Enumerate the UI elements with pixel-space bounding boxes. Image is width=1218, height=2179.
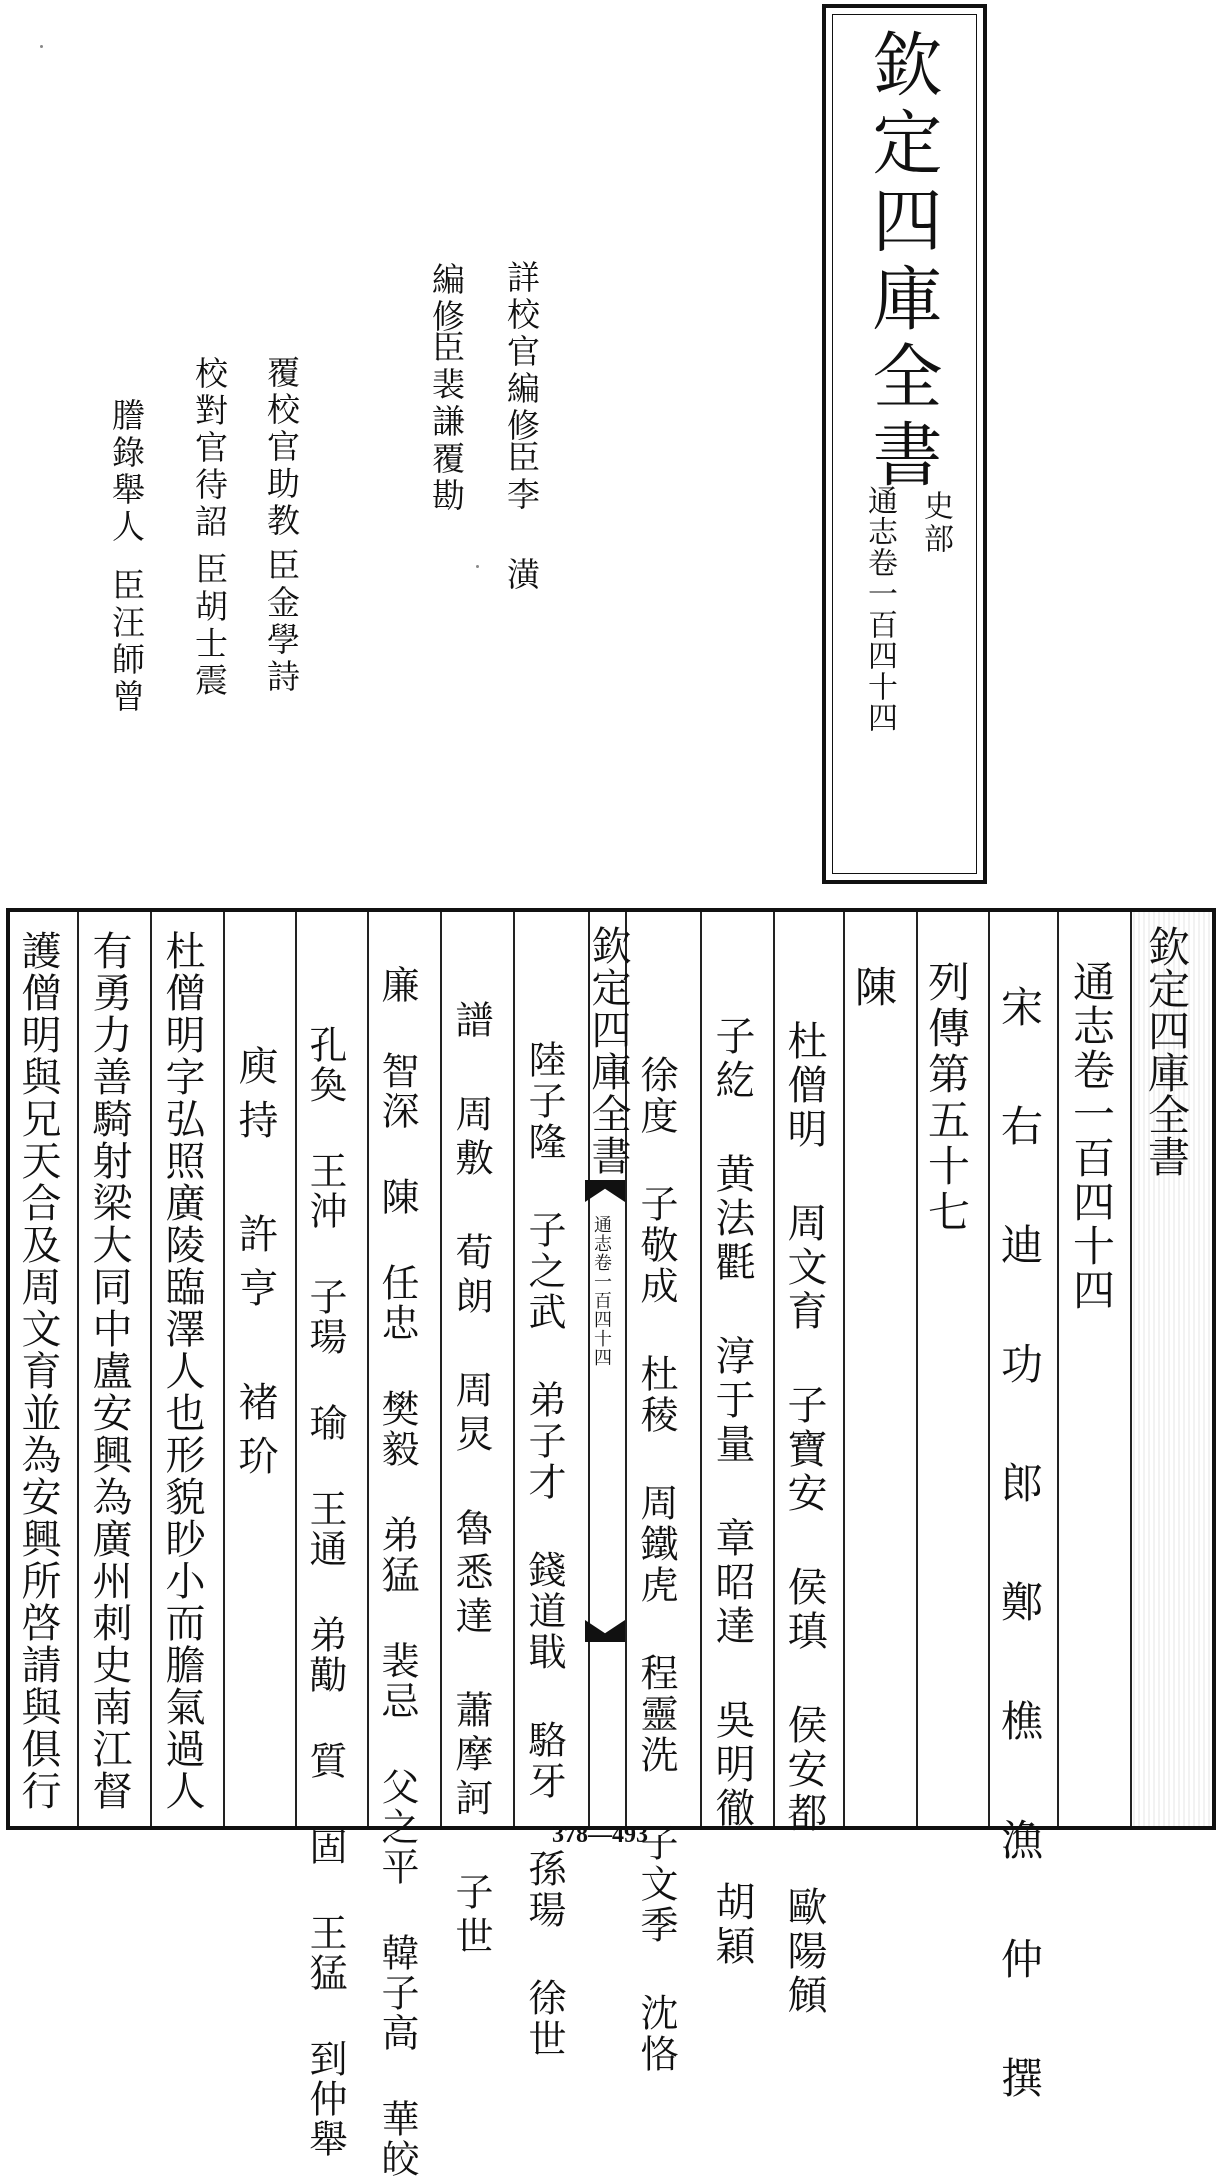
column-rule bbox=[988, 912, 990, 1826]
credit-role: 謄錄舉人 bbox=[107, 398, 146, 546]
column-rule bbox=[150, 912, 152, 1826]
page-number: 378—493 bbox=[552, 1822, 648, 1848]
chapter-heading: 列傳第五十七 bbox=[922, 960, 971, 1236]
dynasty-heading: 陳 bbox=[849, 965, 898, 1017]
biography-list: 子紇 黄法氍 淳于量 章昭達 吳明徹 胡穎 bbox=[709, 1015, 755, 1969]
column-rule bbox=[916, 912, 918, 1826]
credit-name: 臣汪師曾 bbox=[107, 568, 146, 716]
credit-name: 臣裴謙覆勘 bbox=[427, 330, 466, 515]
column-rule bbox=[295, 912, 297, 1826]
credit-name: 臣李 潢 bbox=[502, 440, 541, 594]
biography-list: 庾持 許亨 褚玠 bbox=[232, 1045, 278, 1489]
column-rule bbox=[513, 912, 515, 1826]
column-rule bbox=[77, 912, 79, 1826]
book-title: 欽定四庫全書 bbox=[861, 28, 943, 496]
column-rule bbox=[1130, 912, 1132, 1826]
body-text: 有勇力善騎射梁大同中盧安興為廣州刺史南江督 bbox=[86, 930, 132, 1812]
gutter-volume: 通志卷一百四十四 bbox=[591, 1215, 612, 1367]
column-rule bbox=[843, 912, 845, 1826]
gutter-title: 欽定四庫全書 bbox=[585, 925, 631, 1177]
column-rule bbox=[440, 912, 442, 1826]
credit-role: 編修 bbox=[427, 262, 466, 336]
biography-list: 譜 周敷 荀朗 周炅 魯悉達 蕭摩訶 子世 bbox=[449, 1000, 493, 1960]
credit-role: 校對官待詔 bbox=[190, 356, 229, 541]
paper-speck bbox=[476, 565, 479, 568]
volume-heading: 通志卷一百四十四 bbox=[1067, 960, 1116, 1312]
author-line: 宋 右 迪 功 郎 鄭 樵 漁 仲 撰 bbox=[995, 985, 1044, 2112]
credit-name: 臣胡士震 bbox=[190, 552, 229, 700]
biography-list: 孔奐 王沖 子瑒 瑜 王通 弟勱 質 固 王猛 到仲舉 bbox=[303, 1025, 347, 2159]
biography-list: 杜僧明 周文育 子寶安 侯瑱 侯安都 歐陽頠 bbox=[781, 1020, 827, 2018]
biography-list: 徐度 子敬成 杜稜 周鐵虎 程靈洗 子文季 沈恪 bbox=[634, 1055, 678, 2075]
page-header: 欽定四庫全書 bbox=[1142, 925, 1191, 1177]
credit-name: 臣金學詩 bbox=[262, 548, 301, 696]
credit-role: 覆校官助教 bbox=[262, 355, 301, 540]
body-text: 護僧明與兄天合及周文育並為安興所啓請與俱行 bbox=[15, 930, 61, 1812]
column-rule bbox=[773, 912, 775, 1826]
body-text: 杜僧明字弘照廣陵臨澤人也形貌眇小而膽氣過人 bbox=[159, 930, 205, 1812]
section-label: 史部 bbox=[918, 490, 953, 556]
biography-list: 廉 智深 陳 任忠 樊毅 弟猛 裴忌 父之平 韓子高 華皎 bbox=[375, 965, 419, 2179]
column-rule bbox=[700, 912, 702, 1826]
column-rule bbox=[1057, 912, 1059, 1826]
column-rule bbox=[223, 912, 225, 1826]
biography-list: 陸子隆 子之武 弟子才 錢道戢 駱牙 孫瑒 徐世 bbox=[522, 1040, 566, 2060]
credit-role: 詳校官編修 bbox=[502, 260, 541, 445]
volume-label: 通志卷一百四十四 bbox=[862, 485, 897, 733]
column-rule bbox=[367, 912, 369, 1826]
paper-speck bbox=[40, 45, 43, 48]
